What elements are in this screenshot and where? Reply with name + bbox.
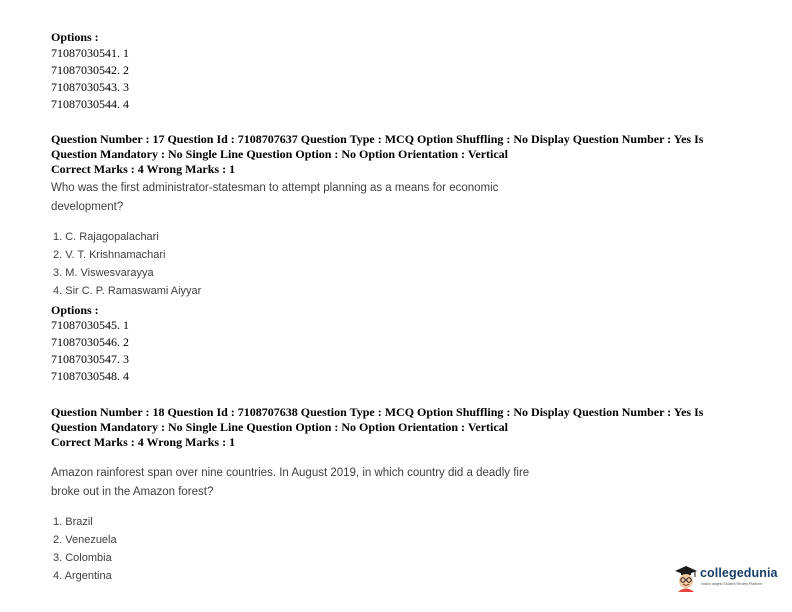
logo-wordmark: collegedunia xyxy=(700,566,778,580)
option-id: 71087030546. 2 xyxy=(51,335,129,349)
option-id: 71087030541. 1 xyxy=(51,46,129,60)
choice-item: 4. Argentina xyxy=(53,570,112,582)
meta-line: Question Mandatory : No Single Line Question Option : No Option Orientation : Vertical xyxy=(51,420,509,434)
options-list xyxy=(51,317,129,385)
question-17-choices xyxy=(53,228,201,300)
options-list xyxy=(51,45,129,113)
option-id: 71087030544. 4 xyxy=(51,97,129,111)
choice-item: 3. Colombia xyxy=(53,552,112,564)
student-mascot-icon xyxy=(673,564,699,592)
question-line: Amazon rainforest span over nine countries. In August 2019, in which country did a deadly fire xyxy=(51,467,530,479)
meta-line: Correct Marks : 4 Wrong Marks : 1 xyxy=(51,162,236,176)
choice-item: 1. Brazil xyxy=(53,516,93,528)
logo-tagline: India's largest Student Review Platform xyxy=(701,582,762,586)
question-18-choices xyxy=(53,513,117,585)
question-17-text xyxy=(51,179,498,217)
option-id: 71087030548. 4 xyxy=(51,369,129,383)
question-line: development? xyxy=(51,201,124,213)
option-id: 71087030545. 1 xyxy=(51,318,129,332)
options-label: Options : xyxy=(51,303,99,317)
collegedunia-logo xyxy=(673,564,778,592)
option-id: 71087030547. 3 xyxy=(51,352,129,366)
option-id: 71087030542. 2 xyxy=(51,63,129,77)
choice-item: 4. Sir C. P. Ramaswami Aiyyar xyxy=(53,285,202,297)
options-label: Options : xyxy=(51,30,99,44)
choice-item: 3. M. Viswesvarayya xyxy=(53,267,154,279)
meta-line: Question Number : 17 Question Id : 7108707637 Question Type : MCQ Option Shuffling : No Display Question Number : Yes Is xyxy=(51,132,704,146)
question-line: broke out in the Amazon forest? xyxy=(51,486,214,498)
choice-item: 2. V. T. Krishnamachari xyxy=(53,249,166,261)
choice-item: 2. Venezuela xyxy=(53,534,117,546)
question-line: Who was the first administrator-statesman to attempt planning as a means for economic xyxy=(51,182,499,194)
question-18-text xyxy=(51,464,529,502)
meta-line: Correct Marks : 4 Wrong Marks : 1 xyxy=(51,435,236,449)
meta-line: Question Number : 18 Question Id : 7108707638 Question Type : MCQ Option Shuffling : No Display Question Number : Yes Is xyxy=(51,405,704,419)
question-17-meta xyxy=(51,132,771,177)
question-18-meta xyxy=(51,405,771,450)
choice-item: 1. C. Rajagopalachari xyxy=(53,231,159,243)
option-id: 71087030543. 3 xyxy=(51,80,129,94)
meta-line: Question Mandatory : No Single Line Question Option : No Option Orientation : Vertical xyxy=(51,147,509,161)
